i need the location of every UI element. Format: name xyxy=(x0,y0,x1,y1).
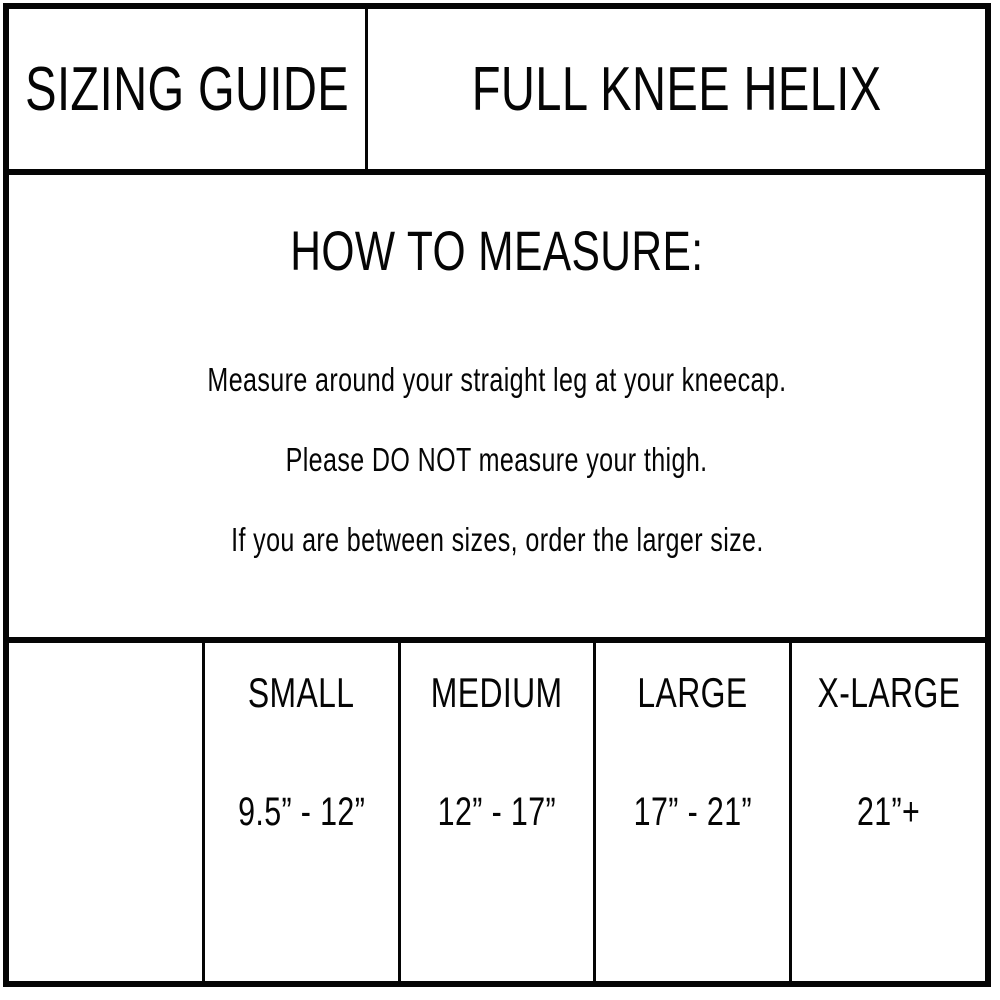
size-small-label: SMALL xyxy=(247,669,355,716)
size-large-label: LARGE xyxy=(637,669,748,716)
size-column-medium xyxy=(401,643,597,981)
size-large-range: 17” - 21” xyxy=(633,790,752,834)
measure-instruction-3: If you are between sizes, order the larger size. xyxy=(230,521,764,558)
header-cell-product-name xyxy=(368,9,985,169)
sizing-guide-table xyxy=(3,3,991,987)
size-small-range: 9.5” - 12” xyxy=(237,790,365,834)
header-cell-sizing-guide xyxy=(9,9,368,169)
measure-instruction-2: Please DO NOT measure your thigh. xyxy=(286,441,708,478)
size-columns-row xyxy=(9,643,985,981)
size-column-xlarge xyxy=(792,643,985,981)
measure-instruction-1: Measure around your straight leg at your kneecap. xyxy=(207,361,787,398)
size-column-large xyxy=(596,643,792,981)
size-medium-label: MEDIUM xyxy=(431,669,563,716)
size-xlarge-range: 21”+ xyxy=(856,790,921,834)
size-xlarge-label: X-LARGE xyxy=(817,669,960,716)
size-column-small xyxy=(205,643,401,981)
how-to-measure-section xyxy=(9,175,985,643)
header-row xyxy=(9,9,985,175)
sizing-guide-title: SIZING GUIDE xyxy=(25,54,349,124)
product-name-title: FULL KNEE HELIX xyxy=(471,54,882,124)
size-medium-range: 12” - 17” xyxy=(437,790,557,834)
how-to-measure-heading: HOW TO MEASURE: xyxy=(290,219,704,282)
size-cell-empty xyxy=(9,643,205,981)
